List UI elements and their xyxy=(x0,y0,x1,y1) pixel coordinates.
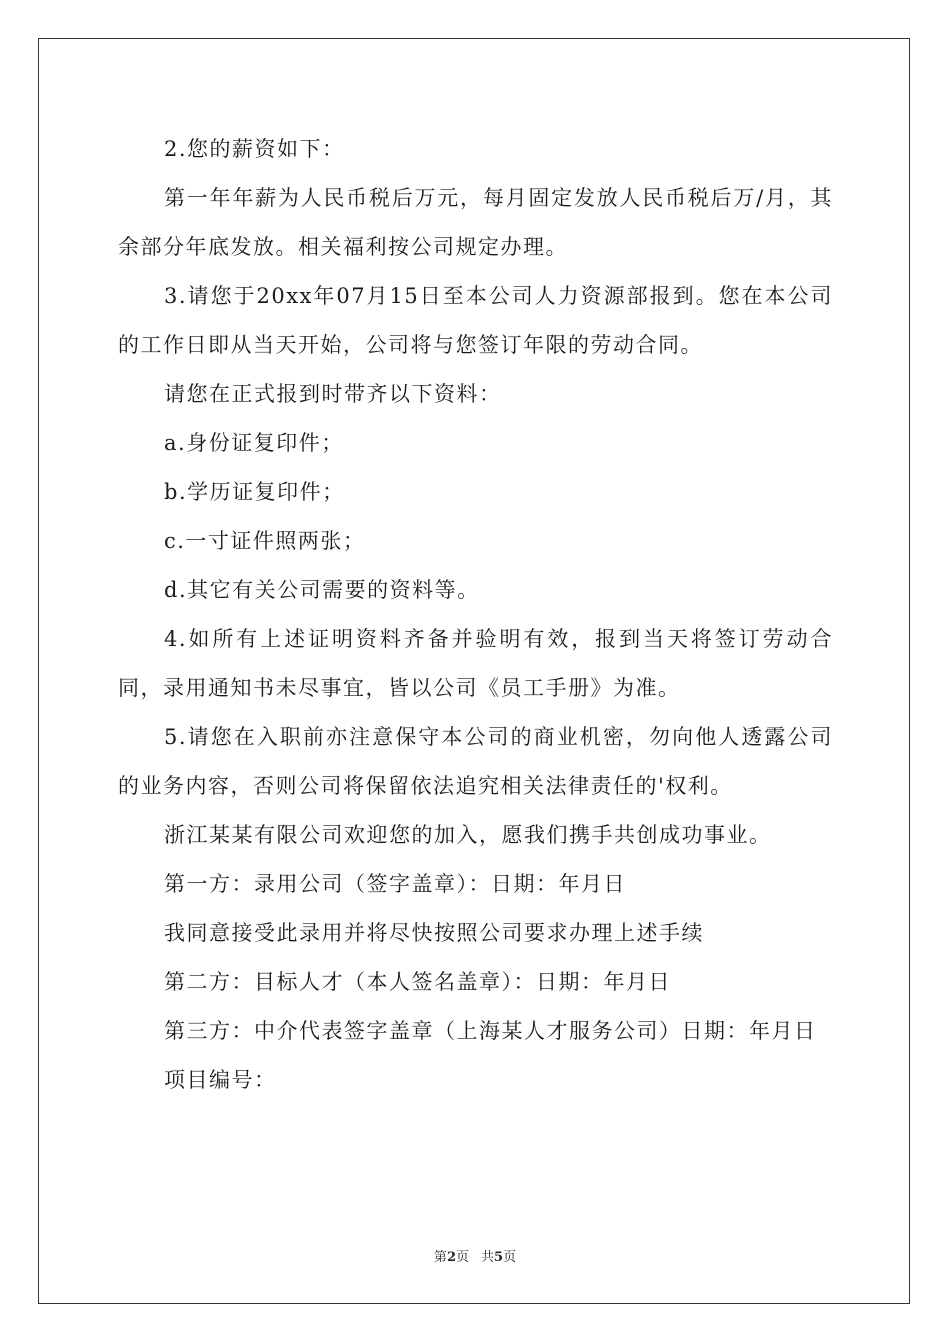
paragraph-welcome: 浙江某某有限公司欢迎您的加入，愿我们携手共创成功事业。 xyxy=(164,823,772,847)
paragraph-acceptance: 我同意接受此录用并将尽快按照公司要求办理上述手续 xyxy=(164,921,704,945)
footer-page-suffix: 页 xyxy=(455,1250,469,1265)
list-item-id-copy: a.身份证复印件； xyxy=(164,431,344,455)
page-footer xyxy=(0,1246,950,1265)
footer-page-current: 2 xyxy=(446,1250,456,1265)
document-body xyxy=(118,125,833,1105)
footer-page-prefix: 第 xyxy=(433,1250,447,1265)
signature-line-first-party: 第一方：录用公司（签字盖章）：日期：年月日 xyxy=(164,872,626,896)
list-item-diploma-copy: b.学历证复印件； xyxy=(164,480,345,504)
paragraph-confidentiality: 5.请您在入职前亦注意保守本公司的商业机密，勿向他人透露公司的业务内容，否则公司将保留依法追究相关法律责任的'权利。 xyxy=(118,725,833,798)
paragraph-materials-intro: 请您在正式报到时带齐以下资料： xyxy=(164,382,502,406)
list-item-other-materials: d.其它有关公司需要的资料等。 xyxy=(164,578,480,602)
footer-total-prefix: 共 xyxy=(481,1250,495,1265)
footer-page-total: 5 xyxy=(494,1250,504,1265)
paragraph-salary-heading: 2.您的薪资如下： xyxy=(164,137,345,161)
paragraph-report-date: 3.请您于20xx年07月15日至本公司人力资源部报到。您在本公司的工作日即从当天开始，公司将与您签订年限的劳动合同。 xyxy=(118,284,833,357)
list-item-photos: c.一寸证件照两张； xyxy=(164,529,366,553)
footer-total-suffix: 页 xyxy=(503,1250,517,1265)
signature-line-second-party: 第二方：目标人才（本人签名盖章）：日期：年月日 xyxy=(164,970,671,994)
signature-line-third-party: 第三方：中介代表签字盖章（上海某人才服务公司）日期：年月日 xyxy=(164,1019,817,1043)
project-number-label: 项目编号： xyxy=(164,1068,277,1092)
paragraph-salary-detail: 第一年年薪为人民币税后万元，每月固定发放人民币税后万/月，其余部分年底发放。相关福利按公司规定办理。 xyxy=(118,186,833,259)
paragraph-contract-signing: 4.如所有上述证明资料齐备并验明有效，报到当天将签订劳动合同，录用通知书未尽事宜，皆以公司《员工手册》为准。 xyxy=(118,627,833,700)
